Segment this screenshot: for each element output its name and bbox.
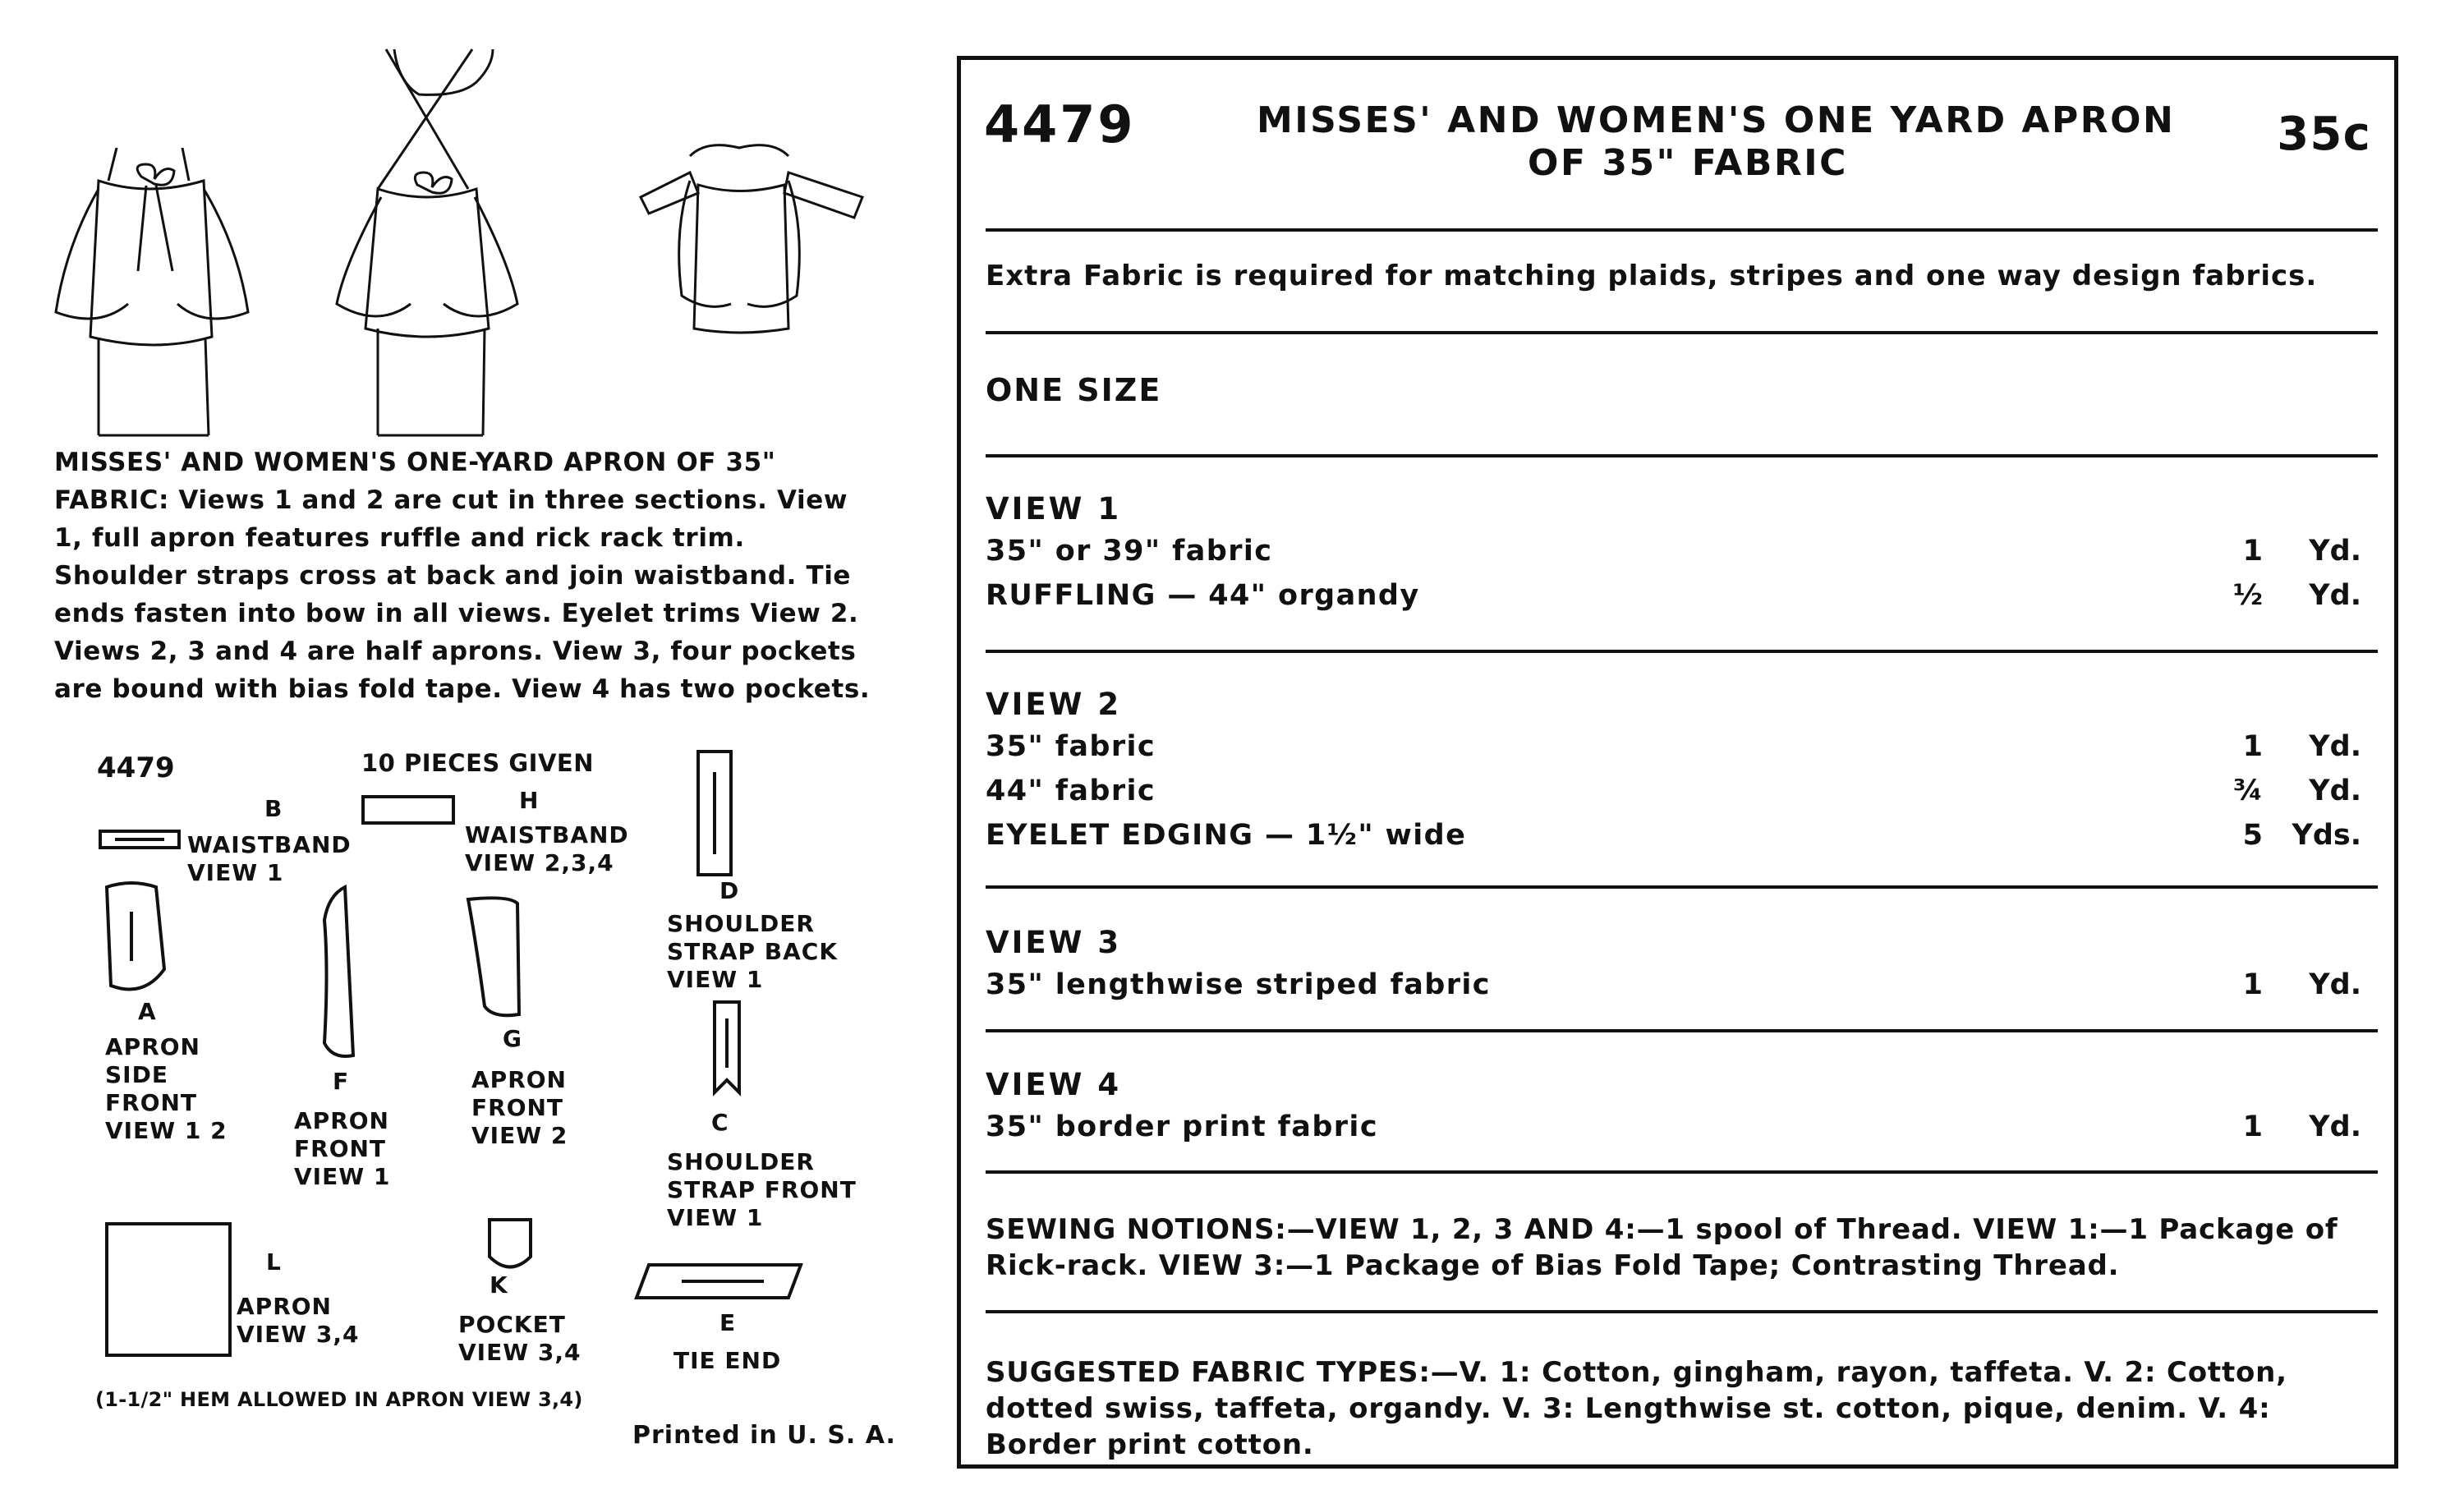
sewing-notions: SEWING NOTIONS:—VIEW 1, 2, 3 AND 4:—1 spool of Thread. VIEW 1:—1 Package of Rick-rack. VIEW 3:—1 Package of Bias Fold Tape; Contrasting Thread. [986,1213,2338,1282]
yardage-unit: Yds. [2292,819,2361,852]
rule-divider [986,228,2378,232]
piece-f-shape [324,887,353,1056]
piece-a-shape [107,883,164,990]
description-body: Views 1 and 2 are cut in three sections. View 1, full apron features ruffle and rick rack trim. Shoulder straps cross at back and join waistband. Tie ends fasten into bow in all views. Eyelet trims View 2. Views 2, 3 and 4 are half aprons. View 3, four pockets are bound with bias fold tape. View 4 has two pockets. [54,485,871,704]
rule-divider [986,1029,2378,1032]
pieces-given-label: 10 PIECES GIVEN [361,749,594,777]
yardage-qty: 1 [2242,535,2263,568]
yardage-label: 35" lengthwise striped fabric [986,968,1491,1001]
yardage-unit: Yd. [2309,1110,2361,1143]
envelope-price: 35c [2277,108,2371,161]
yardage-qty: 1 [2242,968,2263,1001]
envelope-title-line1: MISSES' AND WOMEN'S ONE YARD APRON [1257,99,2176,141]
apron-view-1-sketch [56,148,248,435]
yardage-row [986,968,2361,1014]
yardage-label: EYELET EDGING — 1½" wide [986,819,1467,852]
yardage-label: 35" fabric [986,730,1156,763]
piece-letter-c: C [711,1109,729,1136]
yardage-qty: ½ [2232,579,2263,612]
hem-note: (1-1/2" HEM ALLOWED IN APRON VIEW 3,4) [95,1388,583,1411]
description-title: MISSES' AND WOMEN'S ONE-YARD APRON OF 35" FABRIC: [54,448,776,515]
piece-label-h: WAISTBAND VIEW 2,3,4 [465,821,629,876]
envelope-pattern-number: 4479 [984,94,1136,154]
piece-label-d: SHOULDER STRAP BACK VIEW 1 [667,910,839,993]
yardage-unit: Yd. [2309,579,2361,612]
yardage-qty: ¾ [2232,775,2263,807]
piece-label-f: APRON FRONT VIEW 1 [294,1107,391,1190]
rule-divider [986,1310,2378,1313]
piece-letter-a: A [138,998,156,1025]
piece-g-shape [468,898,519,1015]
piece-d-shape [698,752,731,875]
yardage-chart-envelope [957,56,2398,1469]
piece-label-c: SHOULDER STRAP FRONT VIEW 1 [667,1148,857,1231]
printed-in-usa: Printed in U. S. A. [632,1421,896,1450]
yardage-unit: Yd. [2309,968,2361,1001]
pattern-description-panel [0,0,936,1485]
pattern-number-left: 4479 [97,752,175,784]
yardage-label: 35" border print fabric [986,1110,1378,1143]
yardage-row [986,775,2361,821]
piece-l-shape [107,1224,230,1355]
rule-divider [986,650,2378,653]
piece-letter-b: B [264,795,283,822]
suggested-fabric-types: SUGGESTED FABRIC TYPES:—V. 1: Cotton, gingham, rayon, taffeta. V. 2: Cotton, dotted swiss, taffeta, organdy. V. 3: Lengthwise st. cotton, pique, denim. V. 4: Border print cotton. [986,1356,2287,1461]
yardage-unit: Yd. [2309,730,2361,763]
piece-label-l: APRON VIEW 3,4 [237,1293,360,1348]
piece-e-shape [637,1265,801,1298]
piece-letter-k: K [490,1271,508,1299]
rule-divider [986,885,2378,889]
size-label: ONE SIZE [986,372,1162,408]
yardage-label: 44" fabric [986,775,1156,807]
yardage-qty: 1 [2242,1110,2263,1143]
yardage-qty: 1 [2242,730,2263,763]
apron-view-half-sketch [641,145,862,333]
apron-views-illustration [49,33,871,460]
yardage-unit: Yd. [2309,535,2361,568]
yardage-row [986,579,2361,625]
piece-k-shape [490,1220,531,1267]
yardage-unit: Yd. [2309,775,2361,807]
piece-label-a: APRON SIDE FRONT VIEW 1 2 [105,1033,228,1144]
pattern-description [54,444,884,708]
piece-letter-d: D [719,877,739,904]
piece-letter-f: F [333,1068,349,1095]
piece-letter-h: H [519,787,539,814]
rule-divider [986,454,2378,457]
piece-b-shape [100,831,179,848]
yardage-row [986,1110,2361,1156]
rule-divider [986,1170,2378,1174]
piece-c-shape [715,1002,739,1092]
piece-letter-l: L [266,1248,281,1276]
piece-label-b: WAISTBAND VIEW 1 [187,831,352,886]
view-4-heading: VIEW 4 [986,1067,1122,1102]
yardage-qty: 5 [2242,819,2263,852]
yardage-row [986,819,2361,865]
piece-letter-e: E [719,1309,736,1336]
view-2-heading: VIEW 2 [986,687,1122,722]
view-3-heading: VIEW 3 [986,925,1122,960]
piece-label-e: TIE END [673,1347,782,1374]
extra-fabric-note: Extra Fabric is required for matching plaids, stripes and one way design fabrics. [986,260,2318,292]
view-1-heading: VIEW 1 [986,491,1122,526]
apron-view-1-back-sketch [337,49,517,435]
piece-label-k: POCKET VIEW 3,4 [458,1311,582,1366]
piece-letter-g: G [503,1025,522,1052]
yardage-label: 35" or 39" fabric [986,535,1273,568]
piece-label-g: APRON FRONT VIEW 2 [471,1066,568,1149]
rule-divider [986,331,2378,334]
piece-h-shape [363,797,453,823]
yardage-label: RUFFLING — 44" organdy [986,579,1420,612]
yardage-row [986,535,2361,581]
envelope-title-line2: OF 35" FABRIC [1528,142,1848,184]
yardage-row [986,730,2361,776]
